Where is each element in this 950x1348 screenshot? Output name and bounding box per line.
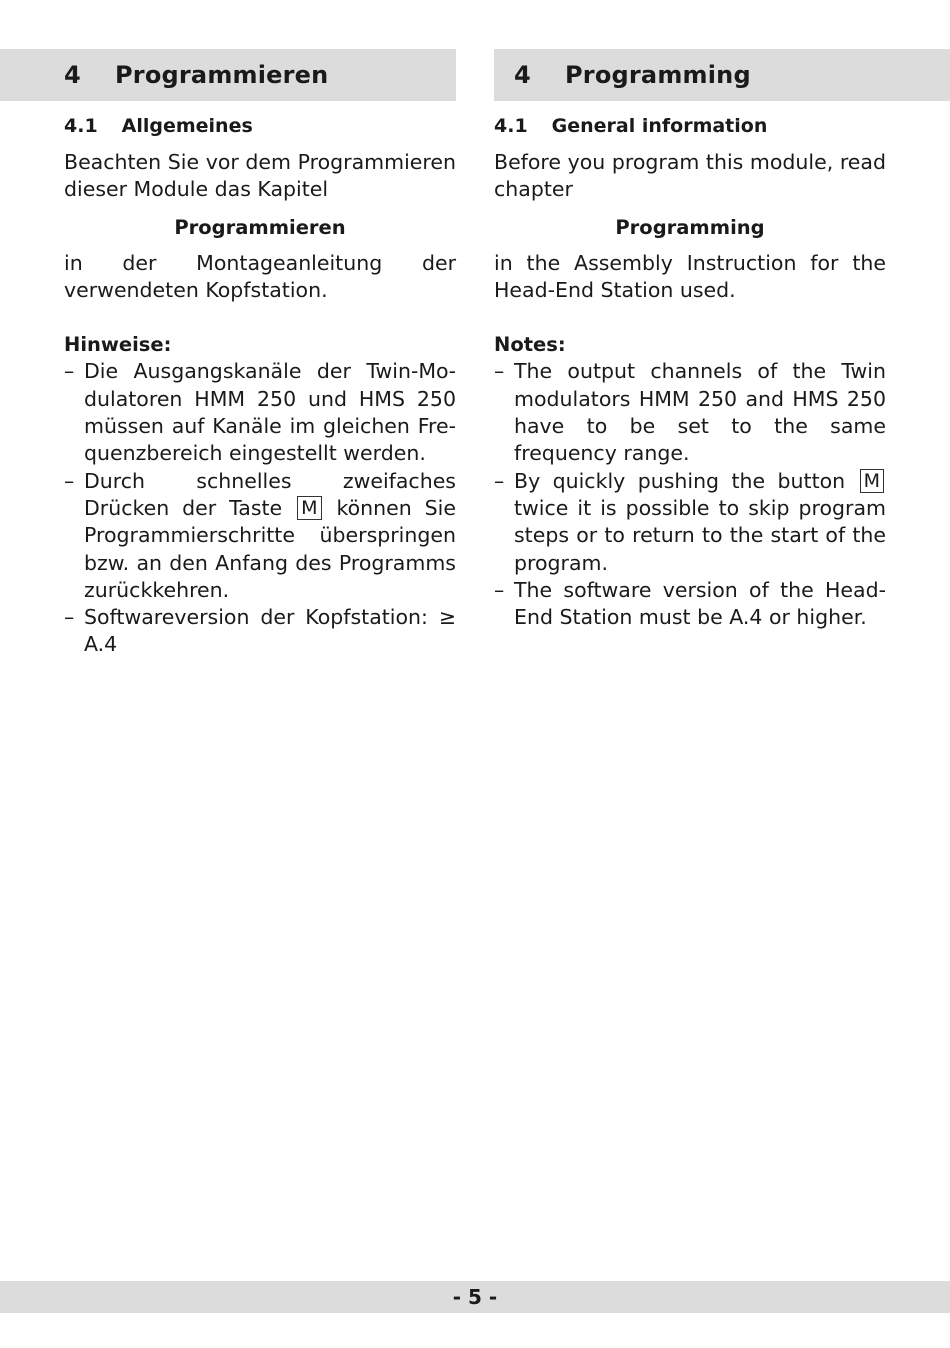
section-heading <box>494 49 950 101</box>
note-text: twice it is possible to skip program steps or to return to the start of the program. <box>514 495 886 575</box>
notes-title: Hinweise: <box>64 333 172 357</box>
note-text: Durch schnelles zweifaches Drücken der Taste <box>84 468 456 520</box>
page-footer <box>0 1281 950 1313</box>
reference-paragraph: in the Assembly Instruction for the Head-End Station used. <box>494 250 886 302</box>
note-text: können Sie Programmierschritte überspringen bzw. an den Anfang des Programms zurückkehren. <box>84 495 456 602</box>
note-item: – Softwareversion der Kopfstation: ≥ A.4 <box>64 605 456 657</box>
section-heading <box>0 49 456 101</box>
chapter-reference: Programmieren <box>174 215 346 239</box>
note-item: – The output channels of the Twin modulators HMM 250 and HMS 250 have to be set to the same frequency range. <box>494 359 886 466</box>
section-title: Programmieren <box>115 61 329 89</box>
subsection-heading <box>494 111 886 141</box>
note-item: – Die Ausgangskanäle der Twin-Modulatoren HMM 250 und HMS 250 müssen auf Kanäle im gleichen Frequenzbereich eingestellt werden. <box>64 359 456 466</box>
notes-list <box>64 358 456 658</box>
section-number: 4 <box>514 61 531 89</box>
note-item: – Durch schnelles zweifaches Drücken der Taste M können Sie Programmierschritte überspringen bzw. an den Anfang des Programms zurückkehren. <box>64 468 456 602</box>
note-item: – The software version of the Head-End Station must be A.4 or higher. <box>494 577 886 630</box>
note-text: Softwareversion der Kopfstation: ≥ A.4 <box>84 605 456 657</box>
subsection-title: General information <box>551 115 768 137</box>
page-number: - 5 - <box>452 1285 498 1309</box>
notes-list <box>494 358 886 631</box>
reference-paragraph: in der Montageanleitung der verwendeten Kopfstation. <box>64 250 456 302</box>
note-text: Die Ausgangskanäle der Twin-Modulatoren HMM 250 und HMS 250 müssen auf Kanäle im gleichen Frequenzbereich eingestellt werden. <box>84 359 456 466</box>
section-number: 4 <box>64 61 81 89</box>
intro-paragraph: Before you program this module, read chapter <box>494 150 886 202</box>
subsection-title: Allgemeines <box>121 115 253 137</box>
note-text: The output channels of the Twin modulators HMM 250 and HMS 250 have to be set to the same frequency range. <box>514 359 886 466</box>
m-key-symbol: M <box>860 469 884 493</box>
note-text: By quickly pushing the button <box>514 468 846 493</box>
chapter-reference: Programming <box>615 215 765 239</box>
subsection-number: 4.1 <box>494 115 528 137</box>
notes-title: Notes: <box>494 333 566 357</box>
left-column-german <box>0 49 456 659</box>
intro-paragraph: Beachten Sie vor dem Programmieren dieser Module das Kapitel <box>64 150 456 202</box>
right-column-english <box>494 49 950 631</box>
subsection-number: 4.1 <box>64 115 98 137</box>
subsection-heading <box>64 111 456 141</box>
m-key-symbol: M <box>297 496 321 520</box>
note-text: The software version of the Head-End Station must be A.4 or higher. <box>514 577 886 630</box>
section-title: Programming <box>565 61 751 89</box>
note-item: – By quickly pushing the button M twice it is possible to skip program steps or to return to the start of the program. <box>494 468 886 575</box>
